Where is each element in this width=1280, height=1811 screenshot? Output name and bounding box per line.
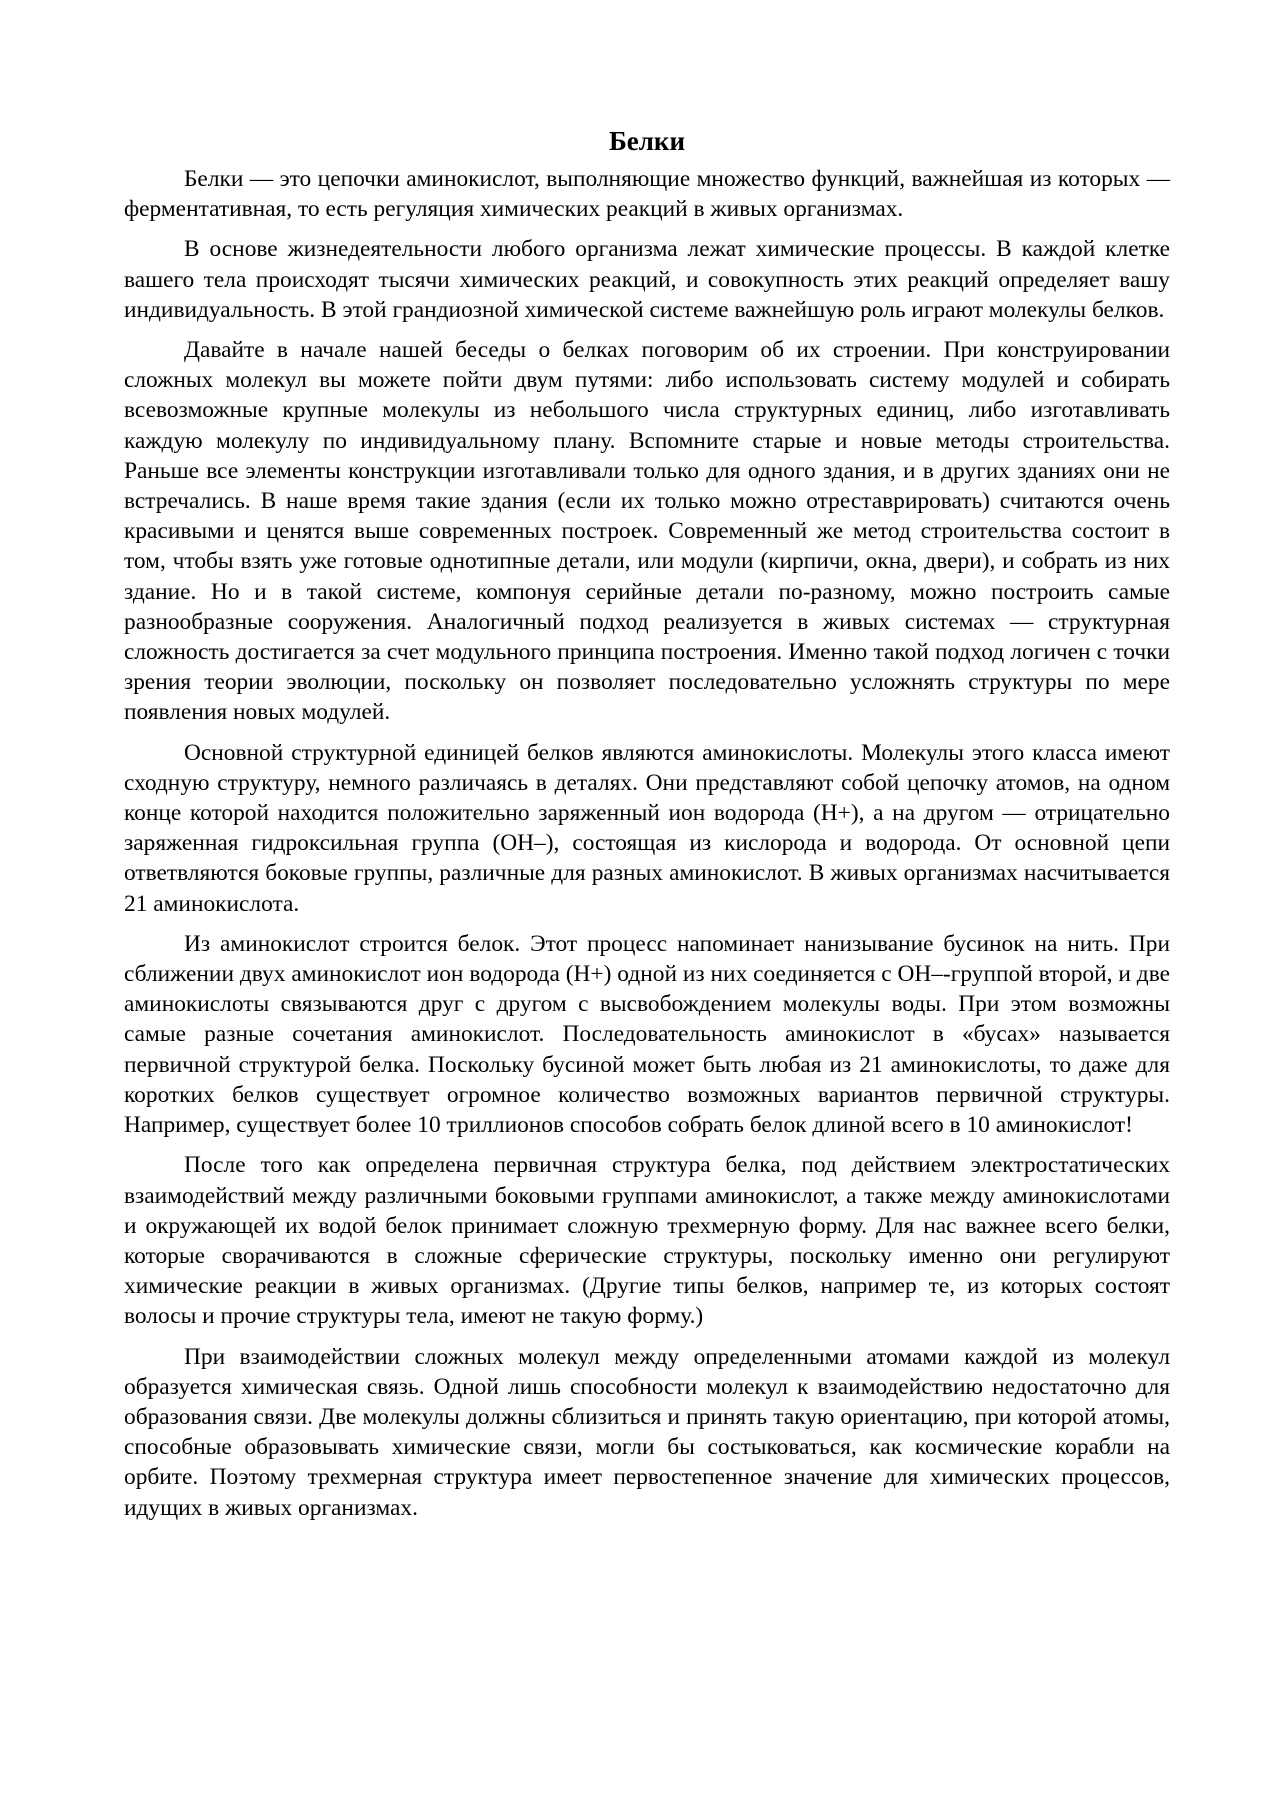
paragraph-amino-acids: Основной структурной единицей белков являются аминокислоты. Молекулы этого класса имеют сходную структуру, немного различаясь в деталях. Они представляют собой цепочку атомов, на одном конце которой находится положительно заряженный ион водорода (Н+), а на другом — отрицательно заряженная гидроксильная группа (ОН–), состоящая из кислорода и водорода. От основной цепи ответвляются боковые группы, различные для разных аминокислот. В живых организмах насчитывается 21 аминокислота. [124, 739, 1170, 917]
document-page [124, 124, 1170, 1533]
page-title: Белки [608, 126, 686, 156]
paragraph-chemistry: В основе жизнедеятельности любого организма лежат химические процессы. В каждой клетке вашего тела происходят тысячи химических реакций, и совокупность этих реакций определяет вашу индивидуальность. В этой грандиозной химической системе важнейшую роль играют молекулы белков. [124, 236, 1170, 323]
paragraph-chemical-bond: При взаимодействии сложных молекул между определенными атомами каждой из молекул образуется химическая связь. Одной лишь способности молекул к взаимодействию недостаточно для образования связи. Две молекулы должны сблизиться и принять такую ориентацию, при которой атомы, способные образовывать химические связи, могли бы состыковаться, как космические корабли на орбите. Поэтому трехмерная структура имеет первостепенное значение для химических процессов, идущих в живых организмах. [124, 1343, 1170, 1521]
paragraph-primary-structure: Из аминокислот строится белок. Этот процесс напоминает нанизывание бусинок на нить. При сближении двух аминокислот ион водорода (Н+) одной из них соединяется с ОН–-группой второй, и две аминокислоты связываются друг с другом с высвобождением молекулы воды. При этом возможны самые разные сочетания аминокислот. Последовательность аминокислот в «бусах» называется первичной структурой белка. Поскольку бусиной может быть любая из 21 аминокислоты, то даже для коротких белков существует огромное количество возможных вариантов первичной структуры. Например, существует более 10 триллионов способов собрать белок длиной всего в 10 аминокислот! [124, 930, 1170, 1139]
paragraph-3d-form: После того как определена первичная структура белка, под действием электростатических взаимодействий между различными боковыми группами аминокислот, а также между аминокислотами и окружающей их водой белок принимает сложную трехмерную форму. Для нас важнее всего белки, которые сворачиваются в сложные сферические структуры, поскольку именно они регулируют химические реакции в живых организмах. (Другие типы белков, например те, из которых состоят волосы и прочие структуры тела, имеют не такую форму.) [124, 1152, 1170, 1330]
paragraph-intro: Белки — это цепочки аминокислот, выполняющие множество функций, важнейшая из которых — ферментативная, то есть регуляция химических реакций в живых организмах. [124, 166, 1170, 223]
paragraph-structure: Давайте в начале нашей беседы о белках поговорим об их строении. При конструировании сложных молекул вы можете пойти двум путями: либо использовать систему модулей и собирать всевозможные крупные молекулы из небольшого числа структурных единиц, либо изготавливать каждую молекулу по индивидуальному плану. Вспомните старые и новые методы строительства. Раньше все элементы конструкции изготавливали только для одного здания, и в других зданиях они не встречались. В наше время такие здания (если их только можно отреставрировать) считаются очень красивыми и ценятся выше современных построек. Современный же метод строительства состоит в том, чтобы взять уже готовые однотипные детали, или модули (кирпичи, окна, двери), и собрать из них здание. Но и в такой системе, компонуя серийные детали по-разному, можно построить самые разнообразные сооружения. Аналогичный подход реализуется в живых системах — структурная сложность достигается за счет модульного принципа построения. Именно такой подход логичен с точки зрения теории эволюции, поскольку он позволяет последовательно усложнять структуры по мере появления новых модулей. [124, 337, 1170, 726]
